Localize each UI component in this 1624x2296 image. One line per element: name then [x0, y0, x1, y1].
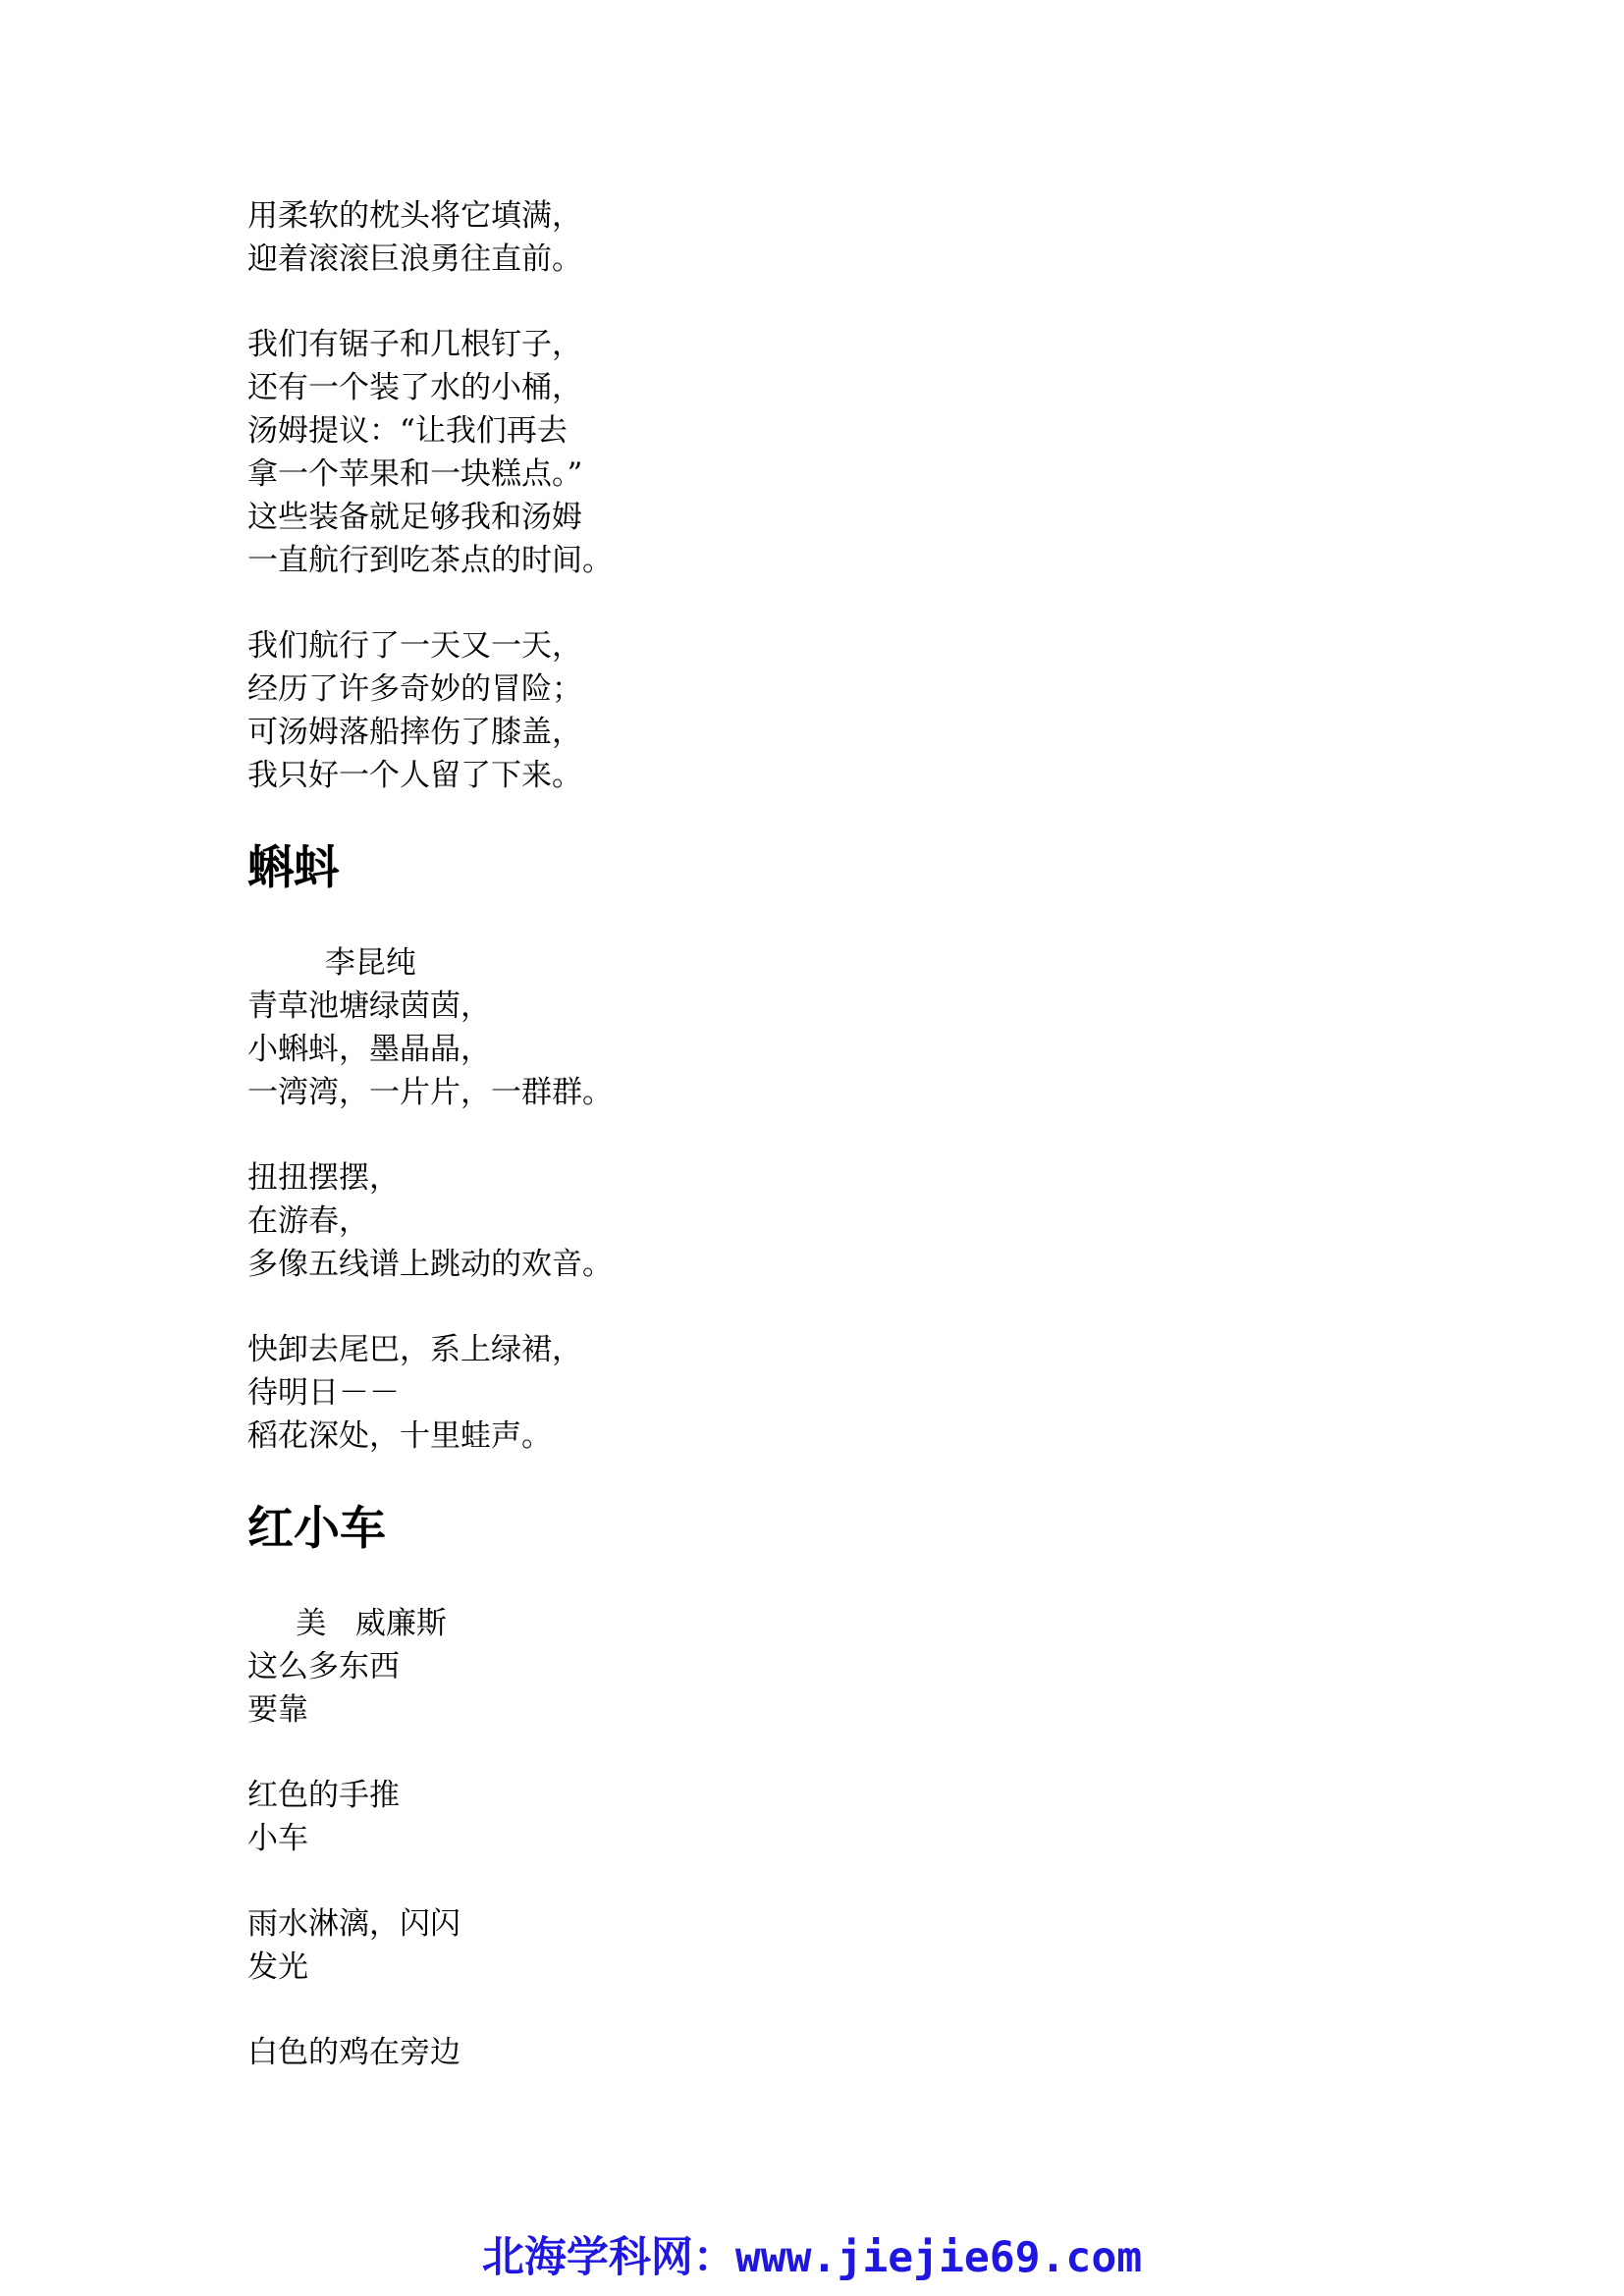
poem-line: 白色的鸡在旁边: [247, 2035, 460, 2070]
poem-line: 扭扭摆摆，: [247, 1160, 400, 1196]
poem-continued: [247, 194, 1426, 797]
poem-line: 还有一个装了水的小桶，: [247, 370, 582, 405]
stanza: [247, 985, 1426, 1114]
poem-line: 在游春，: [247, 1203, 369, 1239]
poem-line: 青草池塘绿茵茵，: [247, 988, 491, 1024]
poem-line: 经历了许多奇妙的冒险；: [247, 671, 582, 707]
poem-author: 美 威廉斯: [247, 1606, 447, 1641]
poem-line: 快卸去尾巴，系上绿裙，: [247, 1332, 582, 1367]
poem-line: 汤姆提议：“让我们再去: [247, 413, 568, 449]
poem-line: 要靠: [247, 1692, 308, 1728]
stanza: [247, 1902, 1426, 1989]
footer-site-name: 北海学科网：: [481, 2233, 735, 2282]
poem-line: 小车: [247, 1821, 308, 1856]
poem-line: 这些装备就足够我和汤姆: [247, 500, 582, 535]
stanza: [247, 1328, 1426, 1458]
stanza: [247, 2031, 1426, 2074]
poem-line: 我们航行了一天又一天，: [247, 628, 582, 664]
page-footer: [0, 2230, 1624, 2285]
stanza: [247, 194, 1426, 281]
poem-line: 待明日－－: [247, 1375, 400, 1411]
poem-line: 发光: [247, 1949, 308, 1985]
poem-line: 可汤姆落船摔伤了膝盖，: [247, 715, 582, 750]
poem-tadpole: [247, 839, 1426, 1458]
document-body: [247, 194, 1426, 2116]
poem-line: 这么多东西: [247, 1649, 400, 1684]
poem-title: 蝌蚪: [247, 841, 340, 895]
stanza: [247, 1156, 1426, 1286]
poem-line: 我只好一个人留了下来。: [247, 758, 582, 793]
stanza: [247, 1774, 1426, 1860]
poem-author: 李昆纯: [247, 945, 416, 981]
poem-line: 红色的手推: [247, 1778, 400, 1813]
poem-red-wheelbarrow: [247, 1500, 1426, 2074]
footer-url-link[interactable]: www.jiejie69.com: [734, 2233, 1143, 2282]
poem-line: 用柔软的枕头将它填满，: [247, 198, 582, 234]
poem-line: 多像五线谱上跳动的欢音。: [247, 1247, 613, 1282]
poem-line: 稻花深处，十里蛙声。: [247, 1418, 552, 1454]
poem-line: 雨水淋漓，闪闪: [247, 1906, 460, 1942]
poem-line: 小蝌蚪，墨晶晶，: [247, 1032, 491, 1067]
poem-line: 迎着滚滚巨浪勇往直前。: [247, 241, 582, 277]
stanza: [247, 624, 1426, 797]
stanza: [247, 323, 1426, 582]
poem-line: 一直航行到吃茶点的时间。: [247, 543, 613, 578]
poem-title: 红小车: [247, 1502, 386, 1556]
stanza: [247, 1645, 1426, 1732]
poem-line: 我们有锯子和几根钉子，: [247, 327, 582, 362]
poem-line: 拿一个苹果和一块糕点。”: [247, 456, 583, 492]
poem-line: 一湾湾，一片片，一群群。: [247, 1075, 613, 1110]
